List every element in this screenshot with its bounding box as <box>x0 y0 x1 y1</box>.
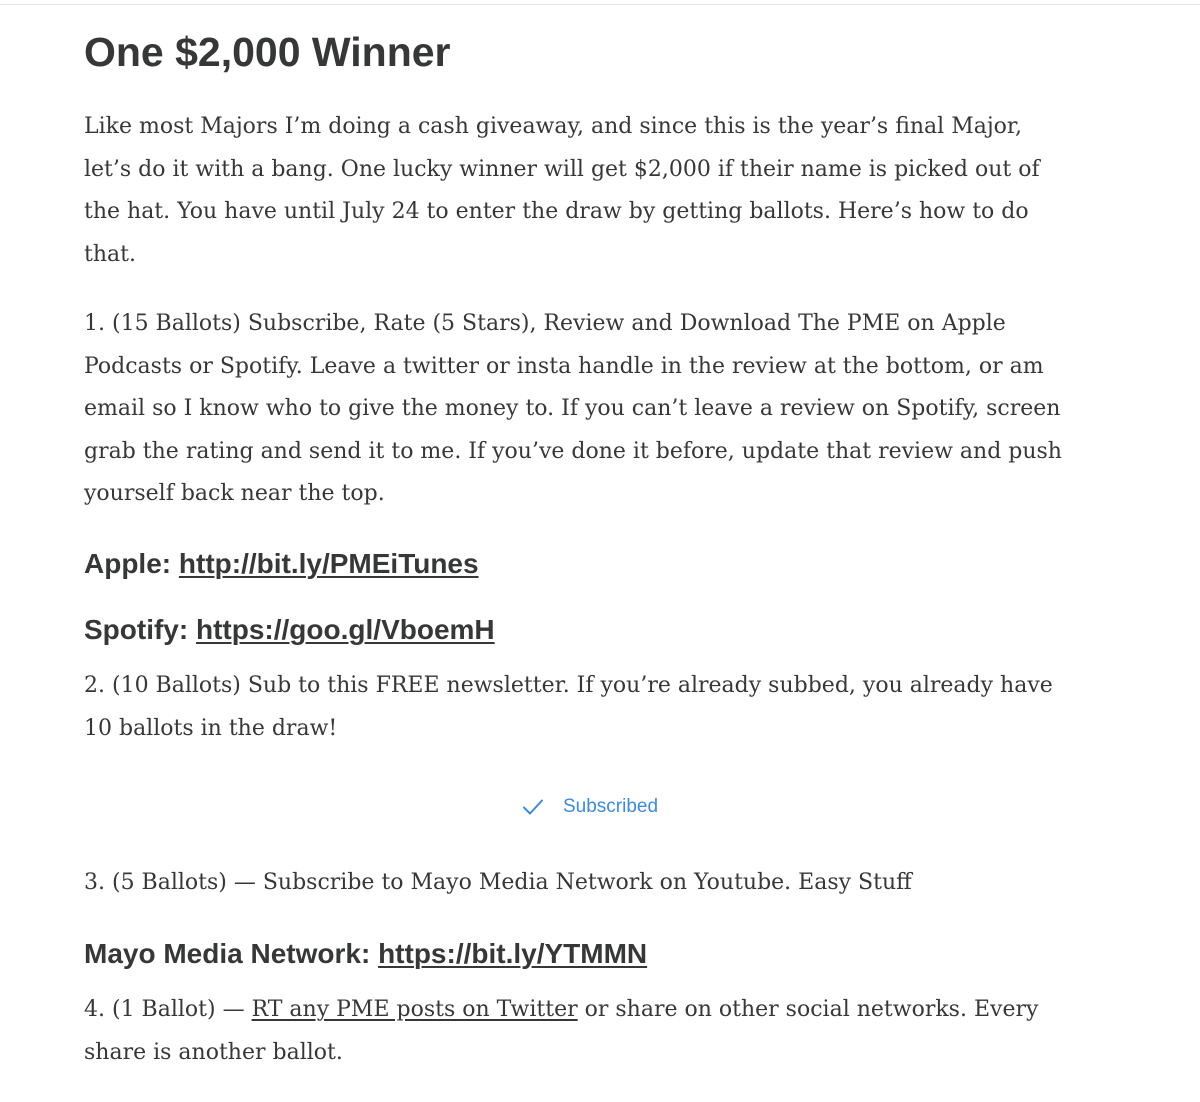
step-4-prefix: 4. (1 Ballot) — <box>84 997 252 1022</box>
intro-line: Like most Majors I’m doing a cash giveaway, and since this is the year’s final Major, <box>84 114 1023 139</box>
intro-line: that. <box>84 241 136 267</box>
step-4-suffix: or share on other social networks. Every <box>577 997 1039 1022</box>
twitter-rt-link[interactable]: RT any PME posts on Twitter <box>251 997 578 1022</box>
apple-label: Apple: <box>84 548 179 579</box>
section-heading: One $2,000 Winner <box>84 29 451 75</box>
step-1-paragraph <box>84 303 1114 516</box>
spotify-link-heading <box>84 612 495 648</box>
subscribed-label: Subscribed <box>563 796 659 817</box>
youtube-mmn-link[interactable]: https://bit.ly/YTMMN <box>378 938 648 969</box>
step-1-line: 1. (15 Ballots) Subscribe, Rate (5 Stars), Review and Download The PME on Apple <box>84 311 1006 336</box>
step-2-paragraph <box>84 665 1114 750</box>
apple-link-heading <box>84 546 479 582</box>
intro-line: the hat. You have until July 24 to enter the draw by getting ballots. Here’s how to do <box>84 199 1029 224</box>
intro-paragraph <box>84 106 1114 276</box>
step-3-paragraph <box>84 862 1114 905</box>
step-1-line: yourself back near the top. <box>84 481 385 506</box>
step-1-line: grab the rating and send it to me. If you’ve done it before, update that review and push <box>84 438 1062 464</box>
subscribed-button[interactable] <box>521 790 658 824</box>
spotify-link[interactable]: https://goo.gl/VboemH <box>196 614 495 645</box>
step-3-line: 3. (5 Ballots) — Subscribe to Mayo Media Network on Youtube. Easy Stuff <box>84 870 912 895</box>
step-4-paragraph <box>84 989 1114 1074</box>
intro-line: let’s do it with a bang. One lucky winner will get $2,000 if their name is picked out of <box>84 156 1040 182</box>
step-1-line: Podcasts or Spotify. Leave a twitter or insta handle in the review at the bottom, or am <box>84 353 1044 379</box>
checkmark-icon <box>521 795 545 819</box>
mmn-link-heading <box>84 936 647 972</box>
top-divider <box>0 4 1200 5</box>
step-4-line <box>84 989 1114 1032</box>
apple-podcasts-link[interactable]: http://bit.ly/PMEiTunes <box>178 548 479 579</box>
step-2-line: 2. (10 Ballots) Sub to this FREE newsletter. If you’re already subbed, you already have <box>84 673 1053 698</box>
step-1-line: email so I know who to give the money to. If you can’t leave a review on Spotify, screen <box>84 396 1061 421</box>
mmn-label: Mayo Media Network: <box>84 938 379 969</box>
step-4-line: share is another ballot. <box>84 1039 343 1065</box>
step-2-line: 10 ballots in the draw! <box>84 715 338 741</box>
spotify-label: Spotify: <box>84 614 196 645</box>
